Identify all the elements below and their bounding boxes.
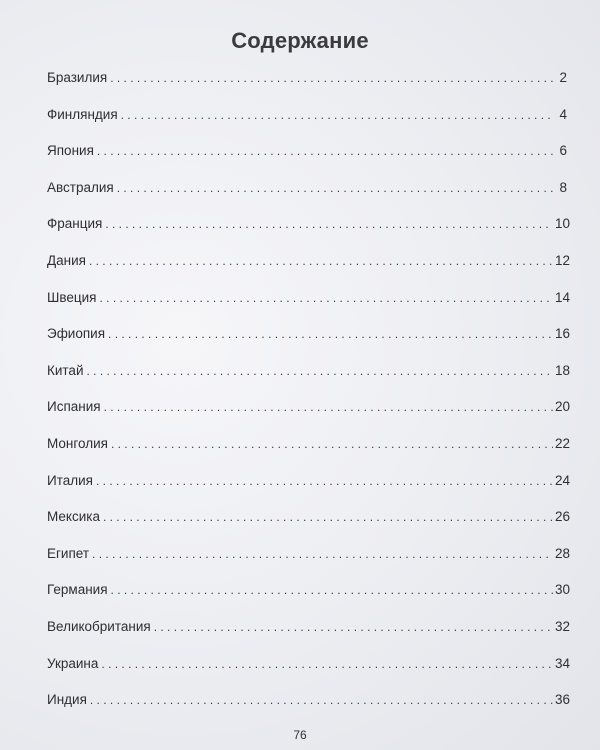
toc-entry [47, 609, 571, 646]
toc-leader-dots [121, 97, 553, 134]
toc-leader-dots [104, 389, 553, 426]
toc-leader-dots [111, 572, 553, 609]
toc-entry [47, 133, 567, 170]
toc-leader-dots [90, 682, 553, 719]
toc-entry-label: Эфиопия [47, 326, 106, 342]
toc-entry [47, 353, 571, 390]
toc-entry-page: 30 [555, 582, 571, 598]
toc-entry [47, 463, 571, 500]
toc-leader-dots [110, 60, 553, 97]
table-of-contents [47, 60, 571, 719]
toc-entry-page: 20 [555, 399, 571, 415]
toc-entry [47, 243, 571, 280]
toc-entry-page: 12 [555, 252, 571, 268]
toc-entry-page: 16 [555, 326, 571, 342]
toc-leader-dots [111, 426, 553, 463]
toc-entry-page: 32 [555, 618, 571, 634]
toc-leader-dots [101, 646, 553, 683]
toc-leader-dots [108, 316, 553, 353]
toc-entry-label: Бразилия [47, 70, 108, 85]
toc-entry-label: Финляндия [47, 106, 118, 122]
toc-entry [47, 499, 571, 536]
toc-entry-label: Индия [47, 692, 87, 708]
toc-entry-label: Великобритания [47, 618, 151, 634]
toc-entry-page: 36 [555, 692, 571, 708]
toc-entry [47, 682, 571, 719]
toc-entry [47, 536, 571, 573]
toc-entry-label: Монголия [47, 435, 108, 451]
toc-entry-page: 2 [559, 70, 567, 85]
toc-entry-page: 34 [555, 655, 571, 671]
toc-leader-dots [154, 609, 553, 646]
toc-entry-page: 26 [555, 509, 571, 525]
toc-leader-dots [103, 499, 553, 536]
page-title: Содержание [231, 28, 369, 53]
toc-entry-label: Франция [47, 216, 103, 232]
toc-leader-dots [89, 243, 553, 280]
toc-entry-label: Австралия [47, 179, 114, 195]
page-number: 76 [293, 728, 307, 742]
toc-entry-page: 14 [555, 289, 571, 305]
toc-leader-dots [96, 463, 553, 500]
toc-entry-page: 18 [555, 362, 571, 378]
toc-entry [47, 389, 571, 426]
toc-leader-dots [92, 536, 553, 573]
toc-leader-dots [97, 133, 553, 170]
toc-entry-label: Украина [47, 655, 99, 671]
toc-entry-label: Германия [47, 582, 108, 598]
toc-entry-page: 10 [555, 216, 571, 232]
toc-entry [47, 572, 571, 609]
toc-leader-dots [87, 353, 554, 390]
toc-entry [47, 60, 567, 97]
toc-entry [47, 280, 571, 317]
toc-entry-page: 28 [555, 545, 571, 561]
toc-entry-page: 22 [555, 435, 571, 451]
toc-entry [47, 646, 571, 683]
toc-leader-dots [100, 280, 554, 317]
toc-entry-label: Япония [47, 143, 94, 159]
toc-entry-page: 24 [555, 472, 571, 488]
toc-entry-page: 8 [559, 179, 567, 195]
toc-entry-label: Китай [47, 362, 84, 378]
toc-leader-dots [117, 170, 553, 207]
toc-entry-label: Египет [47, 545, 90, 561]
toc-entry-page: 6 [559, 143, 567, 159]
toc-entry [47, 426, 571, 463]
toc-entry-label: Дания [47, 252, 86, 268]
toc-entry [47, 97, 567, 134]
toc-entry [47, 316, 571, 353]
toc-entry [47, 206, 571, 243]
toc-entry-page: 4 [559, 106, 567, 122]
toc-leader-dots [105, 206, 553, 243]
toc-entry-label: Испания [47, 399, 101, 415]
toc-entry-label: Италия [47, 472, 93, 488]
toc-entry-label: Швеция [47, 289, 97, 305]
toc-entry-label: Мексика [47, 509, 100, 525]
toc-entry [47, 170, 567, 207]
